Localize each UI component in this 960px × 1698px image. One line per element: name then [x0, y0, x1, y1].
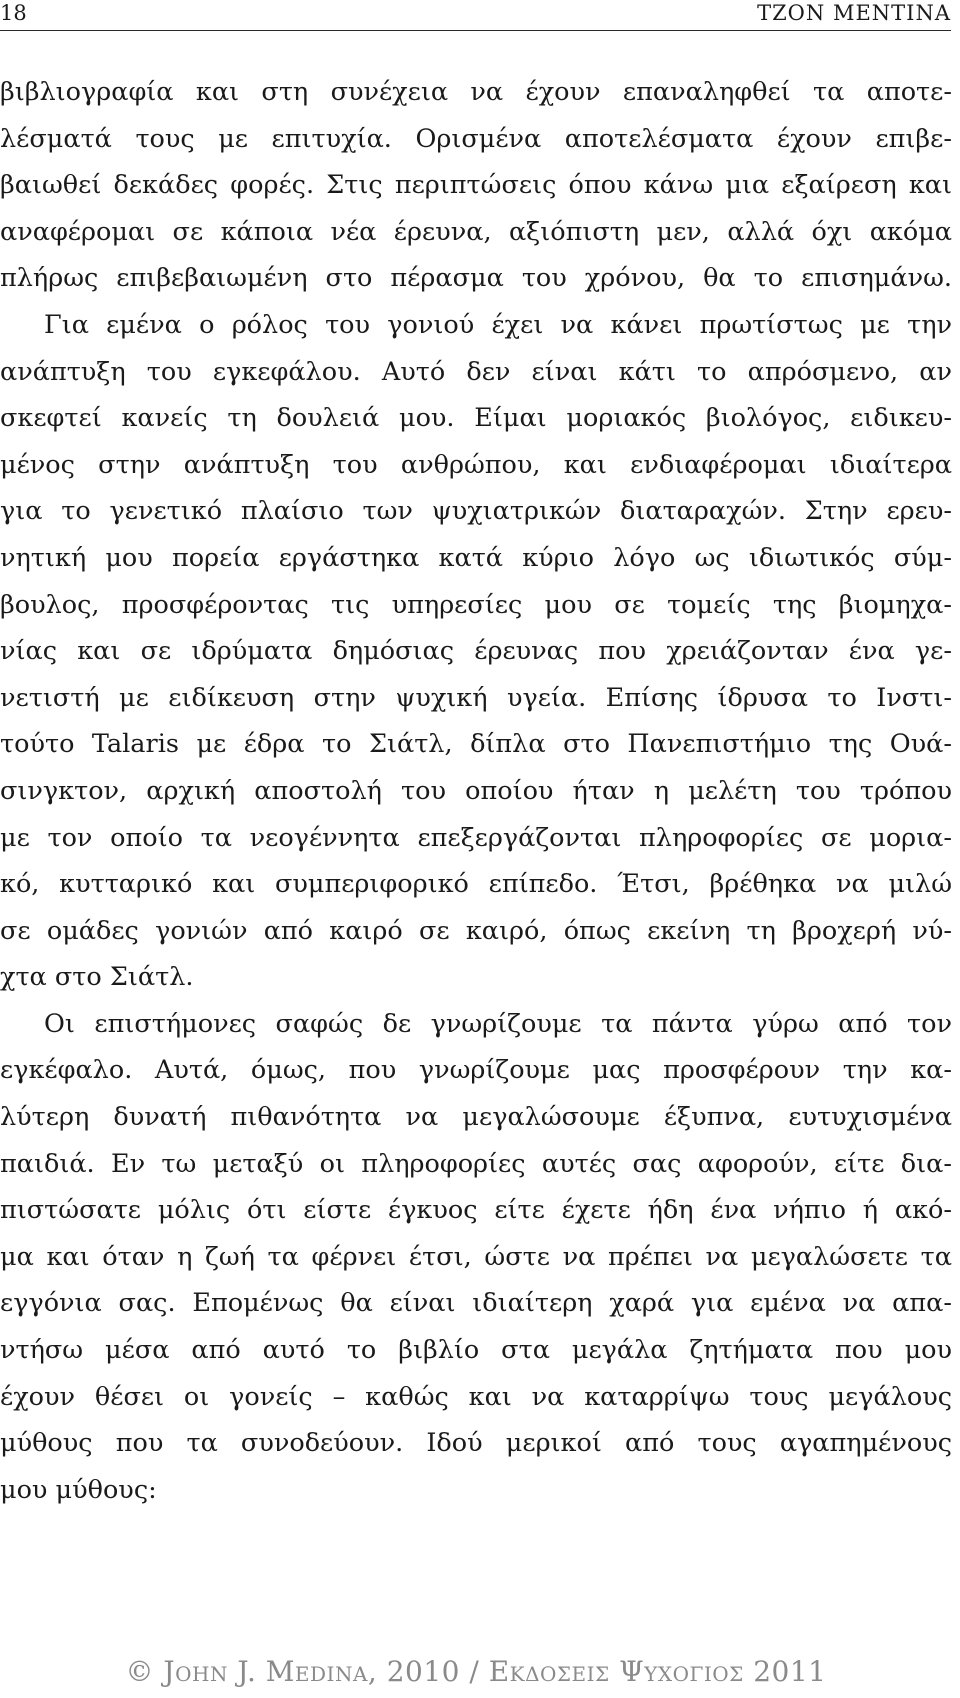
- text-line: βαιωθεί δεκάδες φορές. Στις περιπτώσεις όπου κάνω μια εξαίρεση και: [0, 170, 952, 201]
- page-number: 18: [0, 1, 27, 25]
- text-line: παιδιά. Εν τω μεταξύ οι πληροφορίες αυτές σας αφορούν, είτε δια-: [0, 1148, 952, 1179]
- text-line: πλήρως επιβεβαιωμένη στο πέρασμα του χρόνου, θα το επισημάνω.: [0, 263, 952, 294]
- text-line: κό, κυτταρικό και συμπεριφορικό επίπεδο. Έτσι, βρέθηκα να μιλώ: [0, 869, 952, 900]
- text-line: εγκέφαλο. Αυτά, όμως, που γνωρίζουμε μας προσφέρουν την κα-: [0, 1055, 952, 1086]
- text-line: πιστώσατε μόλις ότι είστε έγκυος είτε έχετε ήδη ένα νήπιο ή ακό-: [0, 1195, 952, 1226]
- text-line: εγγόνια σας. Επομένως θα είναι ιδιαίτερη χαρά για εμένα να απα-: [0, 1288, 952, 1319]
- body-text: [0, 69, 952, 1513]
- text-line: νετιστή με ειδίκευση στην ψυχική υγεία. Επίσης ίδρυσα το Ινστι-: [0, 682, 952, 713]
- text-line: για το γενετικό πλαίσιο των ψυχιατρικών διαταραχών. Στην ερευ-: [0, 496, 952, 527]
- text-line: τούτο Talaris με έδρα το Σιάτλ, δίπλα στο Πανεπιστήμιο της Ουά-: [0, 729, 952, 760]
- text-line: έχουν θέσει οι γονείς – καθώς και να καταρρίψω τους μεγάλους: [0, 1381, 952, 1412]
- text-line: σκεφτεί κανείς τη δουλειά μου. Είμαι μοριακός βιολόγος, ειδικευ-: [0, 403, 952, 434]
- copyright-footer: © John J. Medina, 2010 / Εκδοσεισ Ψυχογιοσ 2011: [125, 1655, 827, 1688]
- text-line: σινγκτον, αρχική αποστολή του οποίου ήταν η μελέτη του τρόπου: [0, 775, 952, 806]
- text-line: νητική μου πορεία εργάστηκα κατά κύριο λόγο ως ιδιωτικός σύμ-: [0, 542, 952, 573]
- text-line: βιβλιογραφία και στη συνέχεια να έχουν επαναληφθεί τα αποτε-: [0, 77, 952, 107]
- running-head: ΤΖΟΝ ΜΕΝΤΙΝΑ: [757, 1, 951, 25]
- text-line: λέσματά τους με επιτυχία. Ορισμένα αποτελέσματα έχουν επιβε-: [0, 123, 952, 154]
- text-line: μα και όταν η ζωή τα φέρνει έτσι, ώστε να πρέπει να μεγαλώσετε τα: [0, 1241, 952, 1272]
- text-line: ντήσω μέσα από αυτό το βιβλίο στα μεγάλα ζητήματα που μου: [0, 1335, 952, 1366]
- text-line: Οι επιστήμονες σαφώς δε γνωρίζουμε τα πάντα γύρω από τον: [44, 1008, 952, 1039]
- text-line: χτα στο Σιάτλ.: [0, 962, 194, 993]
- text-line: Για εμένα ο ρόλος του γονιού έχει να κάνει πρωτίστως με την: [44, 309, 952, 340]
- text-line: νίας και σε ιδρύματα δημόσιας έρευνας που χρειάζονταν ένα γε-: [0, 636, 952, 667]
- text-line: μένος στην ανάπτυξη του ανθρώπου, και ενδιαφέρομαι ιδιαίτερα: [0, 449, 952, 480]
- text-line: λύτερη δυνατή πιθανότητα να μεγαλώσουμε έξυπνα, ευτυχισμένα: [0, 1102, 952, 1133]
- text-line: σε ομάδες γονιών από καιρό σε καιρό, όπως εκείνη τη βροχερή νύ-: [0, 915, 952, 946]
- text-line: μου μύθους:: [0, 1474, 157, 1505]
- text-line: βουλος, προσφέροντας τις υπηρεσίες μου σε τομείς της βιομηχα-: [0, 589, 952, 620]
- text-line: ανάπτυξη του εγκεφάλου. Αυτό δεν είναι κάτι το απρόσμενο, αν: [0, 356, 952, 387]
- text-line: αναφέρομαι σε κάποια νέα έρευνα, αξιόπιστη μεν, αλλά όχι ακόμα: [0, 216, 952, 247]
- text-line: μύθους που τα συνοδεύουν. Ιδού μερικοί από τους αγαπημένους: [0, 1428, 952, 1459]
- text-line: με τον οποίο τα νεογέννητα επεξεργάζονται πληροφορίες σε μορια-: [0, 822, 952, 853]
- page-header: [0, 0, 951, 31]
